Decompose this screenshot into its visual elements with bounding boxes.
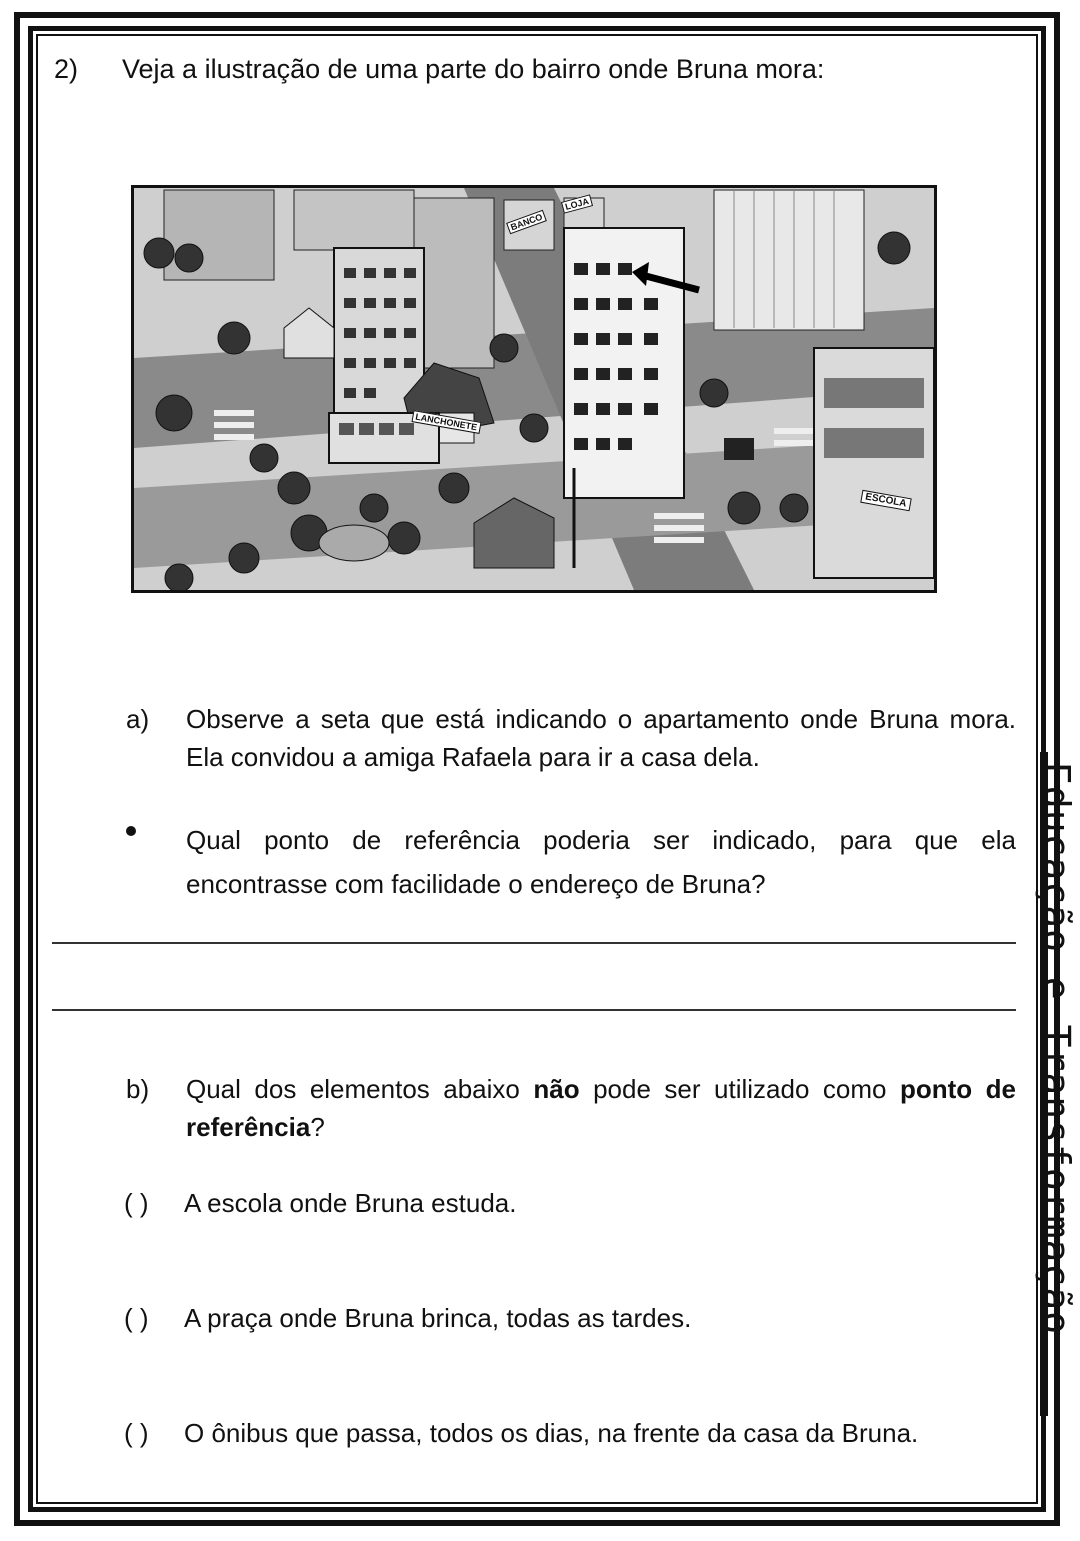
question-title: Veja a ilustração de uma parte do bairro onde Bruna mora: [122, 54, 825, 84]
option-bus[interactable] [124, 1418, 918, 1449]
answer-line-2[interactable] [52, 1009, 1016, 1011]
snack-bar-sign: LANCHONETE [411, 410, 481, 434]
bank-sign: BANCO [506, 210, 547, 235]
option-checkbox[interactable]: ( ) [124, 1303, 149, 1333]
item-b-text-middle: pode ser utilizado como [579, 1074, 900, 1104]
item-b-bold-nao: não [533, 1074, 580, 1104]
side-watermark: Educação e Transformação [1034, 762, 1078, 1336]
option-school[interactable] [124, 1188, 516, 1219]
city-drawing [134, 188, 934, 590]
item-b-letter: b) [126, 1074, 150, 1104]
store-sign: LOJA [561, 194, 593, 213]
item-a-letter: a) [126, 704, 150, 734]
school-sign: ESCOLA [860, 490, 911, 511]
option-label: O ônibus que passa, todos os dias, na frente da casa da Bruna. [184, 1418, 919, 1448]
item-b-bold-ponto: ponto de referência [186, 1074, 1016, 1142]
option-label: A escola onde Bruna estuda. [184, 1188, 517, 1218]
neighborhood-illustration [131, 185, 937, 593]
option-checkbox[interactable]: ( ) [124, 1418, 149, 1448]
answer-line-1[interactable] [52, 942, 1016, 944]
item-a-text: Observe a seta que está indicando o apartamento onde Bruna mora. Ela convidou a amiga Rafaela para ir a casa dela. [186, 704, 1016, 772]
item-b-text-after: ? [310, 1112, 325, 1142]
option-label: A praça onde Bruna brinca, todas as tardes. [184, 1303, 692, 1333]
bullet-icon [126, 826, 136, 836]
item-a-question: Qual ponto de referência poderia ser indicado, para que ela encontrasse com facilidade o endereço de Bruna? [186, 825, 1016, 899]
item-b-text-before: Qual dos elementos abaixo [186, 1074, 534, 1104]
option-checkbox[interactable]: ( ) [124, 1188, 149, 1218]
item-b-text [186, 1070, 1016, 1146]
option-square[interactable] [124, 1303, 691, 1334]
question-number: 2) [54, 54, 79, 84]
